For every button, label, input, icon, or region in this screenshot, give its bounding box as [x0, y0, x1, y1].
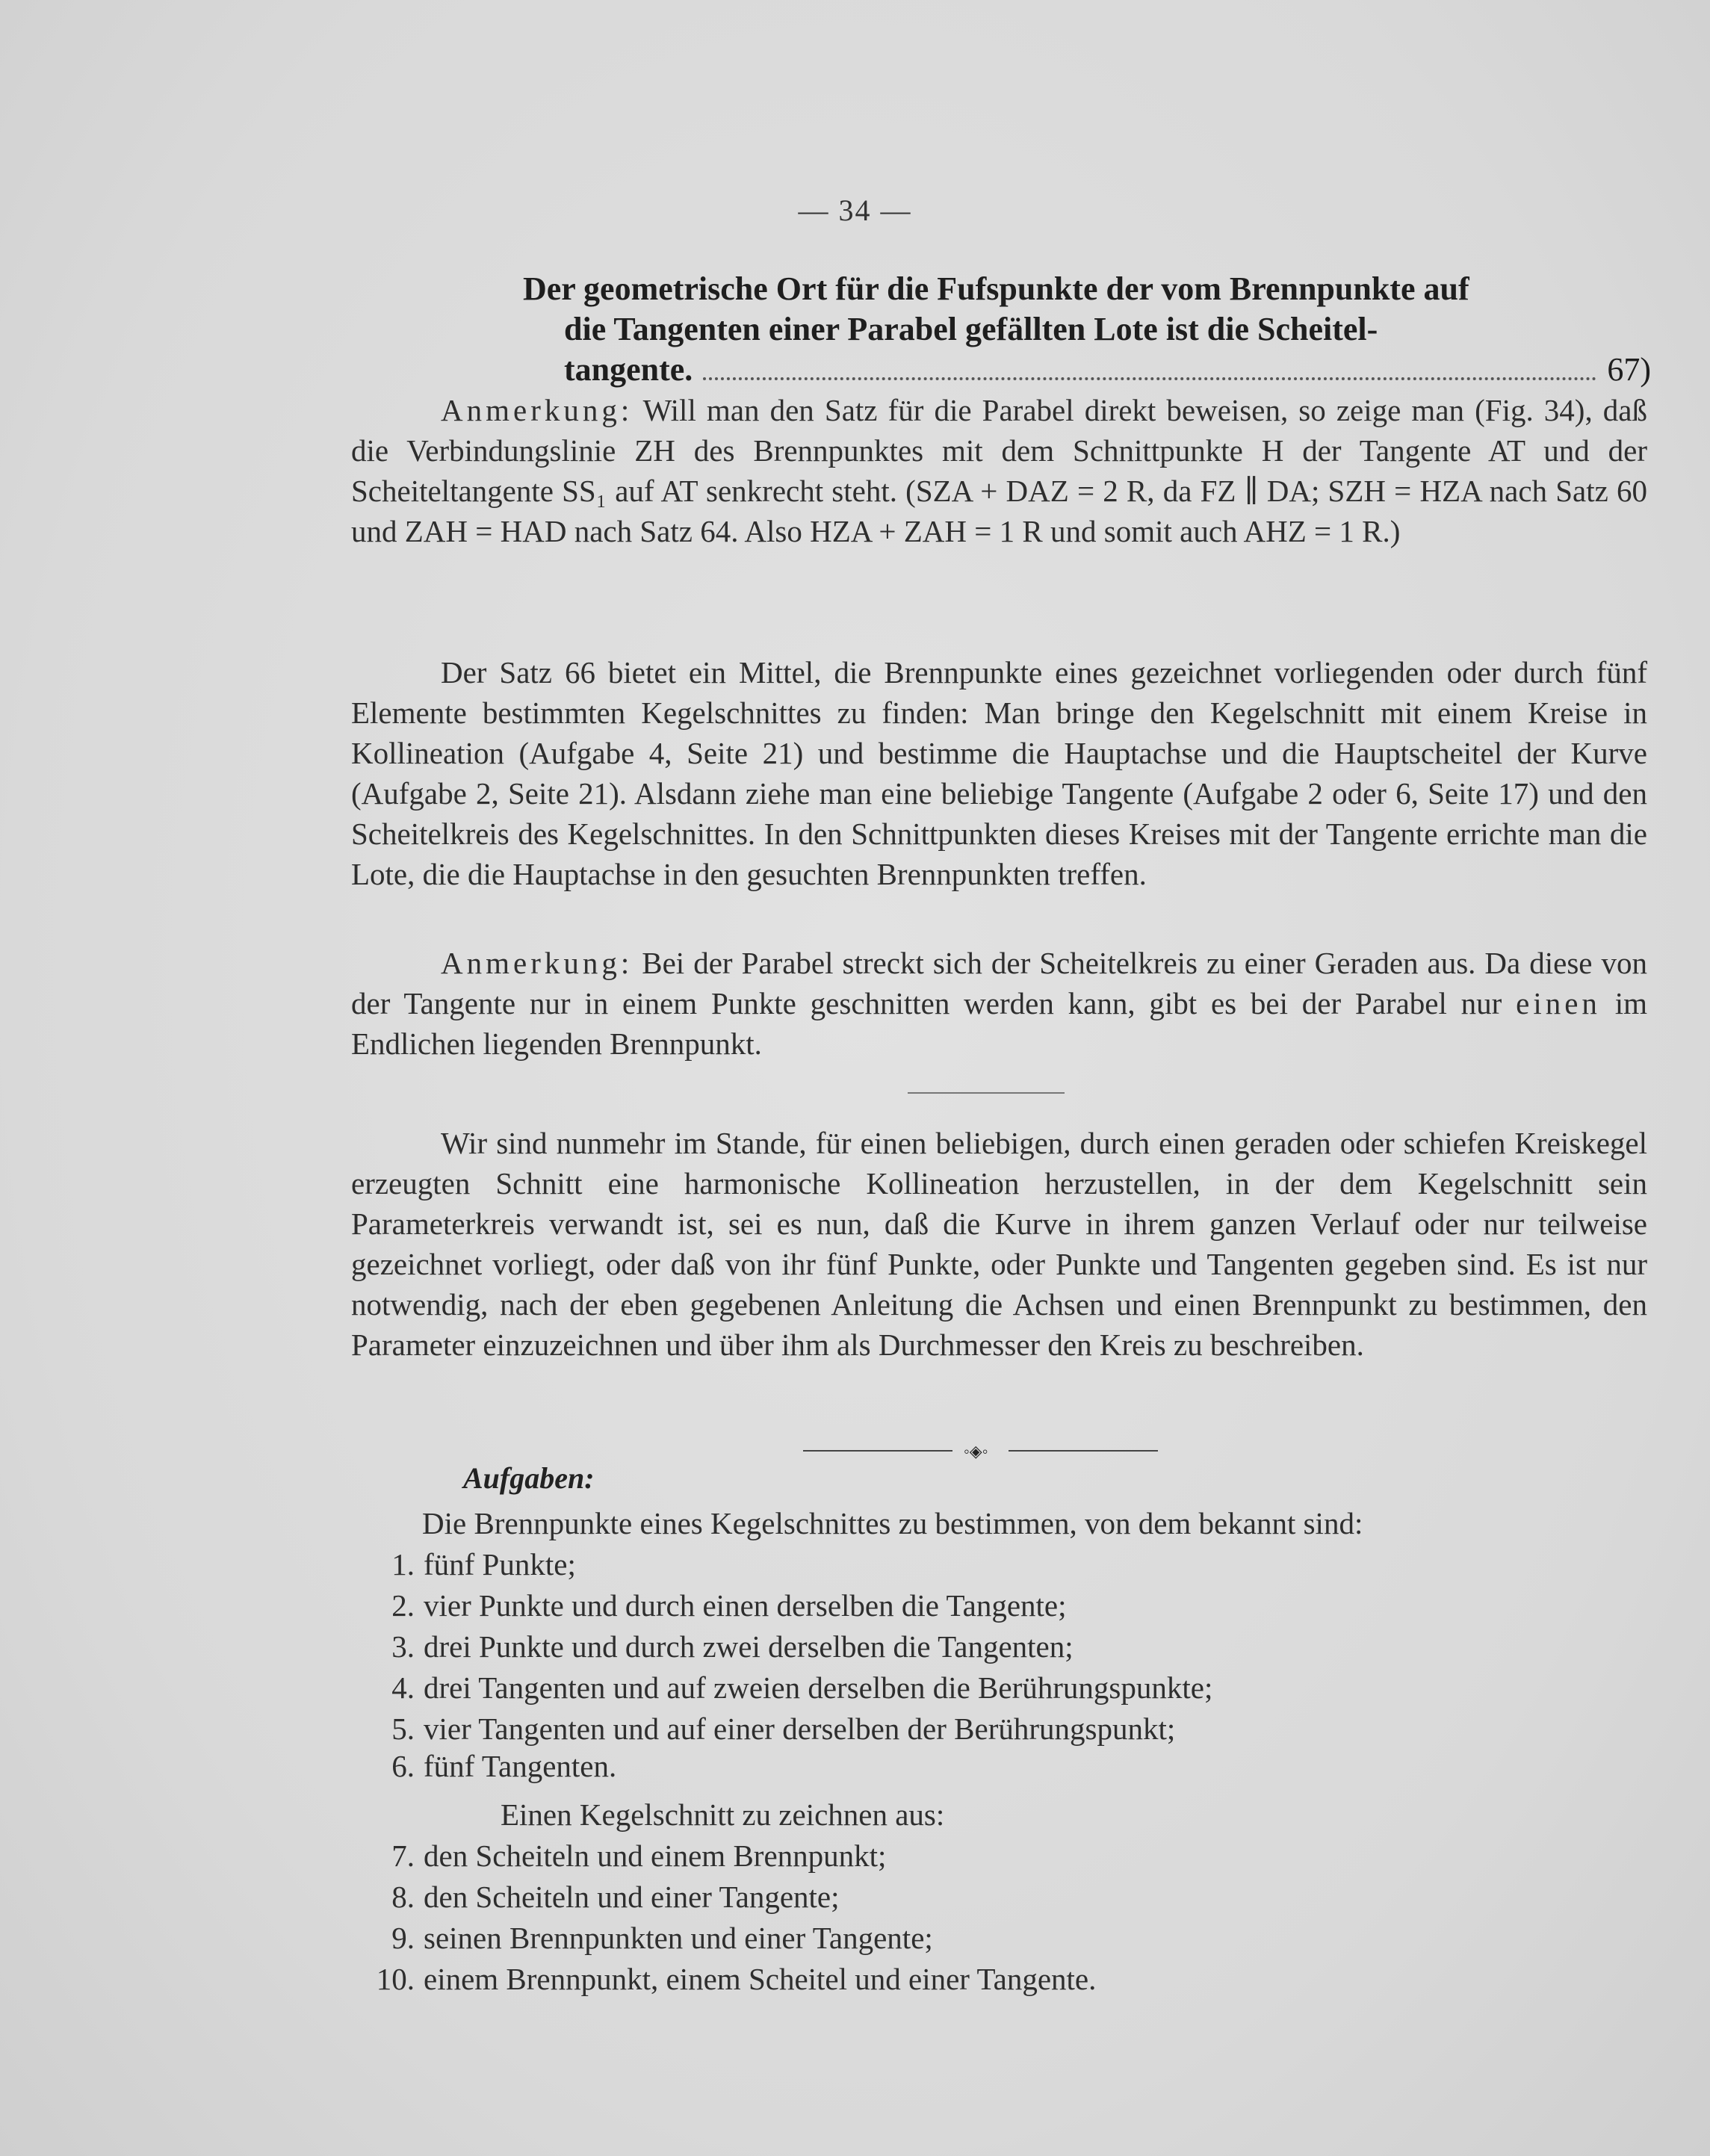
body-paragraph-1: [351, 652, 1647, 894]
exercise-item: [355, 1961, 1096, 1997]
exercise-text: vier Punkte und durch einen derselben die Tangente;: [424, 1588, 1067, 1623]
note-indent: [351, 393, 441, 427]
exercise-item: [355, 1879, 840, 1915]
body-paragraph-1-text: Der Satz 66 bietet ein Mittel, die Brennpunkte eines gezeichnet vorliegenden oder durch fünf Elemente bestimmten Kegelschnittes zu finden: Man bringe den Kegelschnitt mit einem Kreise in Kollineation (Aufgabe 4, Seite 21) und bestimme die Hauptachse und die Hauptscheitel der Kurve (Aufgabe 2, Seite 21). Alsdann ziehe man eine beliebige Tangente (Aufgabe 2 oder 6, Seite 17) und den Scheitelkreis des Kegelschnittes. In den Schnittpunkten dieses Kreises mit der Tangente errichte man die Lote, die die Hauptachse in den gesuchten Brennpunkten treffen.: [351, 655, 1647, 891]
paragraph-indent: [351, 1126, 441, 1160]
exercise-text: fünf Tangenten.: [424, 1749, 617, 1783]
exercises-intro-1: Die Brennpunkte eines Kegelschnittes zu bestimmen, von dem bekannt sind:: [422, 1506, 1363, 1540]
exercise-number: 5.: [391, 1712, 415, 1746]
exercise-item: [355, 1587, 1067, 1623]
exercise-text: drei Punkte und durch zwei derselben die Tangenten;: [424, 1629, 1074, 1664]
exercise-item: [355, 1748, 616, 1784]
note-paragraph-2: [351, 943, 1647, 1064]
exercise-text: einem Brennpunkt, einem Scheitel und einer Tangente.: [424, 1962, 1097, 1996]
exercise-number: 6.: [391, 1749, 415, 1783]
exercises-title: Aufgaben:: [463, 1461, 595, 1495]
exercise-text: seinen Brennpunkten und einer Tangente;: [424, 1921, 933, 1955]
exercise-text: fünf Punkte;: [424, 1547, 576, 1582]
exercise-text: drei Tangenten und auf zweien derselben die Berührungspunkte;: [424, 1670, 1213, 1705]
exercise-text: vier Tangenten und auf einer derselben der Berührungspunkt;: [424, 1712, 1176, 1746]
exercise-text: den Scheiteln und einem Brennpunkt;: [424, 1839, 887, 1873]
exercise-item: [355, 1711, 1175, 1747]
theorem-heading: [523, 269, 1651, 390]
note-text-after: im Endlichen liegenden Brennpunkt.: [351, 986, 1648, 1061]
note-label: Anmerkung:: [441, 946, 633, 980]
exercise-number: 9.: [391, 1921, 415, 1955]
exercise-item: [355, 1920, 933, 1956]
exercise-number: 1.: [391, 1547, 415, 1582]
leader-dots: [703, 377, 1596, 380]
exercise-item: [355, 1546, 576, 1582]
body-paragraph-2: [351, 1123, 1647, 1365]
body-paragraph-2-text: Wir sind nunmehr im Stande, für einen beliebigen, durch einen geraden oder schiefen Kreiskegel erzeugten Schnitt eine harmonische Kollineation herzustellen, in der dem Kegelschnitt sein Parameterkreis verwandt ist, sei es nun, daß die Kurve in ihrem ganzen Verlauf oder nur teilweise gezeichnet vorliegt, oder daß von ihr fünf Punkte, oder Punkte und Tangenten gegeben sind. Es ist nur notwendig, nach der eben gegebenen Anleitung die Achsen und einen Brennpunkt zu bestimmen, den Parameter einzuzeichnen und über ihm als Durchmesser den Kreis zu beschreiben.: [351, 1126, 1647, 1362]
exercise-item: [355, 1838, 886, 1874]
theorem-line-3: [523, 350, 1651, 390]
exercises-intro-2: Einen Kegelschnitt zu zeichnen aus:: [501, 1797, 945, 1832]
exercise-number: 2.: [391, 1588, 415, 1623]
paragraph-indent: [351, 655, 441, 690]
note-spaced-word: einen: [1516, 986, 1601, 1020]
note-text: Will man den Satz für die Parabel direkt beweisen, so zeige man (Fig. 34), daß die Verbindungslinie ZH des Brennpunktes mit dem Schnittpunkte H der Tangente AT und der Scheiteltangente SS₁ auf AT senkrecht steht. (SZA + DAZ = 2 R, da FZ ∥ DA; SZH = HZA nach Satz 60 und ZAH = HAD nach Satz 64. Also HZA + ZAH = 1 R und somit auch AHZ = 1 R.): [351, 393, 1647, 548]
section-divider: [908, 1092, 1065, 1094]
theorem-number: 67): [1607, 351, 1651, 388]
ornament-line-left: [803, 1450, 952, 1452]
note-text-before: Bei der Parabel streckt sich der Scheitelkreis zu einer Geraden aus. Da diese von der Tangente nur in einem Punkte geschnitten werden kann, gibt es bei der Parabel nur: [351, 946, 1648, 1020]
exercise-item: [355, 1629, 1074, 1664]
ornament-divider: [803, 1442, 1158, 1460]
note-paragraph-1: [351, 390, 1647, 551]
theorem-line-2: die Tangenten einer Parabel gefällten Lote ist die Scheitel-: [564, 311, 1378, 347]
theorem-line-3-text: tangente.: [564, 351, 693, 388]
page-number: — 34 —: [798, 193, 912, 227]
ornament-center: ◦◈◦: [964, 1442, 988, 1460]
exercise-number: 8.: [391, 1880, 415, 1914]
exercise-number: 10.: [376, 1962, 415, 1996]
exercise-number: 4.: [391, 1670, 415, 1705]
theorem-line-1: Der geometrische Ort für die Fufspunkte der vom Brennpunkte auf: [523, 270, 1469, 307]
exercise-number: 3.: [391, 1629, 415, 1664]
exercise-item: [355, 1670, 1212, 1706]
note-indent: [351, 946, 441, 980]
ornament-line-right: [1009, 1450, 1158, 1452]
note-label: Anmerkung:: [441, 393, 633, 427]
exercise-number: 7.: [391, 1839, 415, 1873]
exercise-text: den Scheiteln und einer Tangente;: [424, 1880, 840, 1914]
